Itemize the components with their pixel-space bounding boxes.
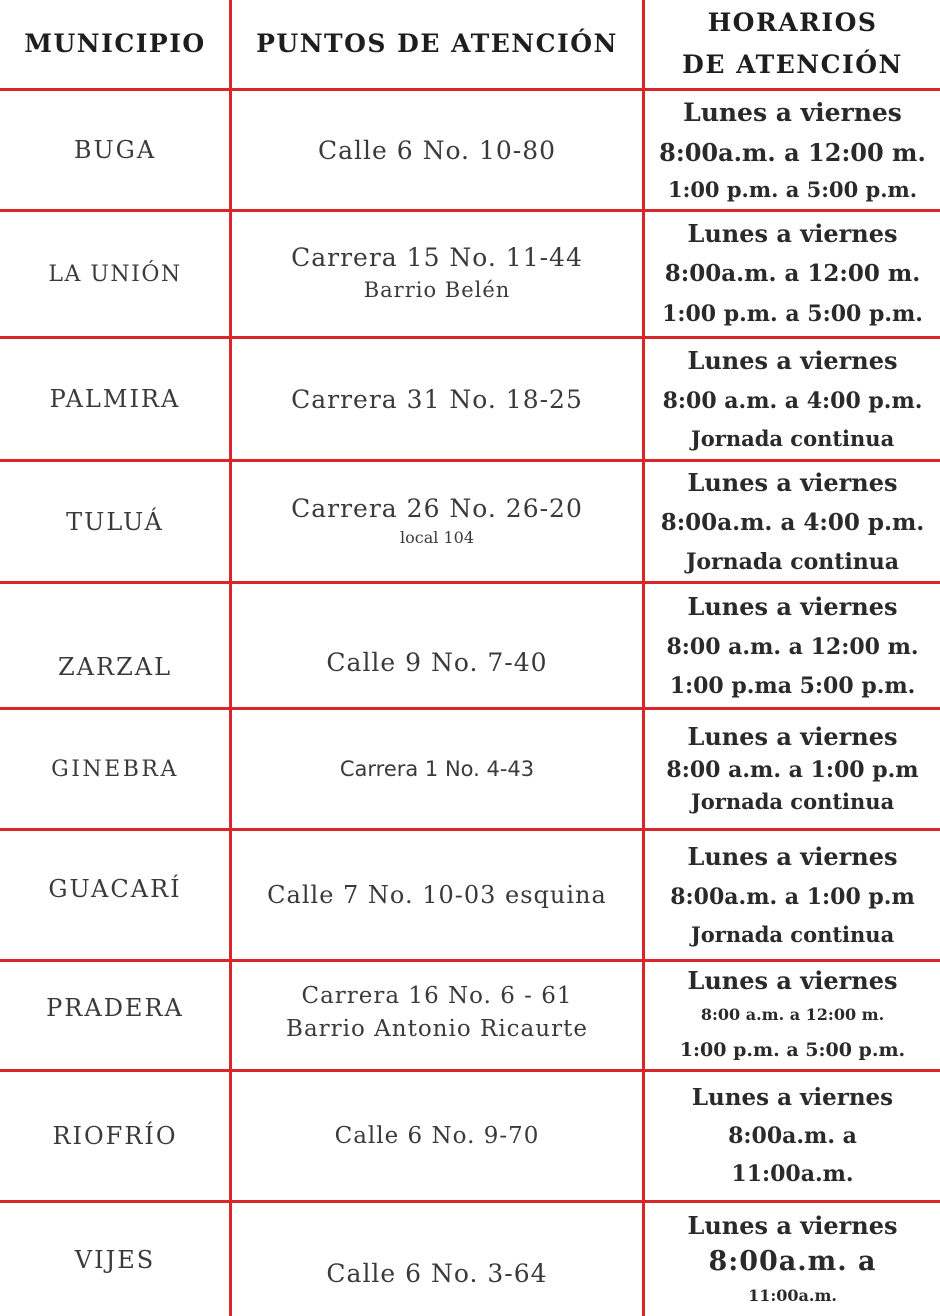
table-row-horario: [645, 1203, 940, 1316]
header-municipio: [0, 0, 230, 88]
schedule-hours: 8:00a.m. a 4:00 p.m.: [660, 508, 925, 536]
table-row-horario: [645, 212, 940, 336]
municipio-name: RIOFRÍO: [52, 1122, 178, 1150]
schedule-days: Lunes a viernes: [687, 219, 898, 248]
schedule-note: Jornada continua: [690, 922, 895, 947]
schedule-note: Jornada continua: [690, 426, 895, 451]
header-horarios-label-line2: DE ATENCIÓN: [682, 50, 903, 79]
schedule-hours: 8:00a.m. a: [728, 1123, 857, 1149]
address-text: Carrera 1 No. 4-43: [339, 756, 535, 781]
table-row-direccion: [232, 91, 642, 209]
table-row-direccion: [232, 339, 642, 459]
schedule-days: Lunes a viernes: [687, 842, 898, 871]
schedule-days: Lunes a viernes: [687, 591, 898, 621]
address-detail: local 104: [400, 528, 474, 547]
schedule-hours: 8:00 a.m. a 4:00 p.m.: [662, 388, 923, 414]
municipio-name: BUGA: [73, 136, 157, 164]
address-text: Calle 6 No. 3-64: [326, 1259, 548, 1288]
schedule-hours-extra: 1:00 p.ma 5:00 p.m.: [669, 672, 916, 699]
table-row-horario: [645, 584, 940, 707]
table-row-municipio: [0, 962, 230, 1069]
address-text: Calle 6 No. 9-70: [334, 1122, 540, 1149]
table-row-direccion: [232, 831, 642, 959]
header-puntos-label: PUNTOS DE ATENCIÓN: [256, 29, 618, 58]
schedule-hours-extra: 11:00a.m.: [731, 1161, 854, 1187]
address-text: Calle 7 No. 10-03 esquina: [267, 880, 607, 909]
address-detail: Barrio Belén: [363, 278, 511, 302]
table-row-municipio: [0, 339, 230, 459]
address-text: Calle 6 No. 10-80: [317, 135, 557, 165]
schedule-hours: 8:00 a.m. a 1:00 p.m: [666, 757, 919, 783]
schedule-hours-extra: 11:00a.m.: [748, 1286, 837, 1305]
schedule-days: Lunes a viernes: [687, 346, 898, 375]
table-row-horario: [645, 962, 940, 1069]
schedule-note: Jornada continua: [685, 548, 900, 575]
address-text: Carrera 16 No. 6 - 61: [301, 983, 573, 1009]
schedule-hours: 8:00 a.m. a 12:00 m.: [700, 1004, 885, 1024]
table-row-direccion: [232, 1072, 642, 1200]
table-row-direccion: [232, 962, 642, 1069]
table-row-municipio: [0, 584, 230, 707]
schedule-days: Lunes a viernes: [691, 1084, 894, 1111]
table-row-horario: [645, 462, 940, 581]
municipio-name: PALMIRA: [49, 385, 181, 413]
table-row-municipio: [0, 1203, 230, 1316]
municipio-name: PRADERA: [46, 994, 184, 1022]
municipio-name: LA UNIÓN: [48, 261, 182, 287]
table-row-municipio: [0, 212, 230, 336]
table-row-direccion: [232, 212, 642, 336]
table-row-direccion: [232, 1203, 642, 1316]
address-text: Carrera 15 No. 11-44: [291, 243, 583, 272]
municipio-name: ZARZAL: [57, 653, 173, 681]
table-row-direccion: [232, 584, 642, 707]
schedule-hours-extra: 1:00 p.m. a 5:00 p.m.: [679, 1038, 906, 1061]
municipio-name: VIJES: [74, 1245, 156, 1274]
table-row-municipio: [0, 831, 230, 959]
schedule-hours: 8:00a.m. a 12:00 m.: [664, 260, 921, 287]
schedule-hours: 8:00a.m. a 12:00 m.: [659, 138, 926, 167]
table-row-municipio: [0, 710, 230, 828]
municipio-name: GINEBRA: [51, 756, 179, 782]
table-row-municipio: [0, 1072, 230, 1200]
header-horarios: [645, 0, 940, 88]
address-text: Carrera 31 No. 18-25: [291, 384, 583, 414]
table-row-horario: [645, 91, 940, 209]
table-row-horario: [645, 339, 940, 459]
schedule-days: Lunes a viernes: [683, 98, 902, 127]
header-municipio-label: MUNICIPIO: [24, 29, 206, 58]
table-row-direccion: [232, 462, 642, 581]
address-detail: Barrio Antonio Ricaurte: [286, 1016, 588, 1042]
table-row-municipio: [0, 462, 230, 581]
schedule-note: Jornada continua: [690, 789, 895, 814]
schedule-hours: 8:00a.m. a 1:00 p.m: [670, 884, 915, 910]
table-row-horario: [645, 710, 940, 828]
table-row-horario: [645, 831, 940, 959]
schedule-days: Lunes a viernes: [687, 467, 898, 497]
address-text: Calle 9 No. 7-40: [326, 648, 548, 677]
municipio-name: GUACARÍ: [48, 875, 182, 903]
schedule-days: Lunes a viernes: [687, 722, 898, 751]
schedule-hours-extra: 1:00 p.m. a 5:00 p.m.: [667, 177, 918, 202]
address-text: Carrera 26 No. 26-20: [291, 494, 583, 523]
municipio-name: TULUÁ: [66, 507, 164, 536]
schedule-days: Lunes a viernes: [687, 965, 898, 995]
schedule-hours: 8:00 a.m. a 12:00 m.: [666, 633, 919, 660]
schedule-hours: 8:00a.m. a: [708, 1246, 877, 1277]
header-puntos: [232, 0, 642, 88]
header-horarios-label-line1: HORARIOS: [707, 8, 878, 37]
table-row-direccion: [232, 710, 642, 828]
schedule-hours-extra: 1:00 p.m. a 5:00 p.m.: [662, 301, 923, 327]
table-row-municipio: [0, 91, 230, 209]
table-row-horario: [645, 1072, 940, 1200]
schedule-days: Lunes a viernes: [687, 1211, 898, 1240]
